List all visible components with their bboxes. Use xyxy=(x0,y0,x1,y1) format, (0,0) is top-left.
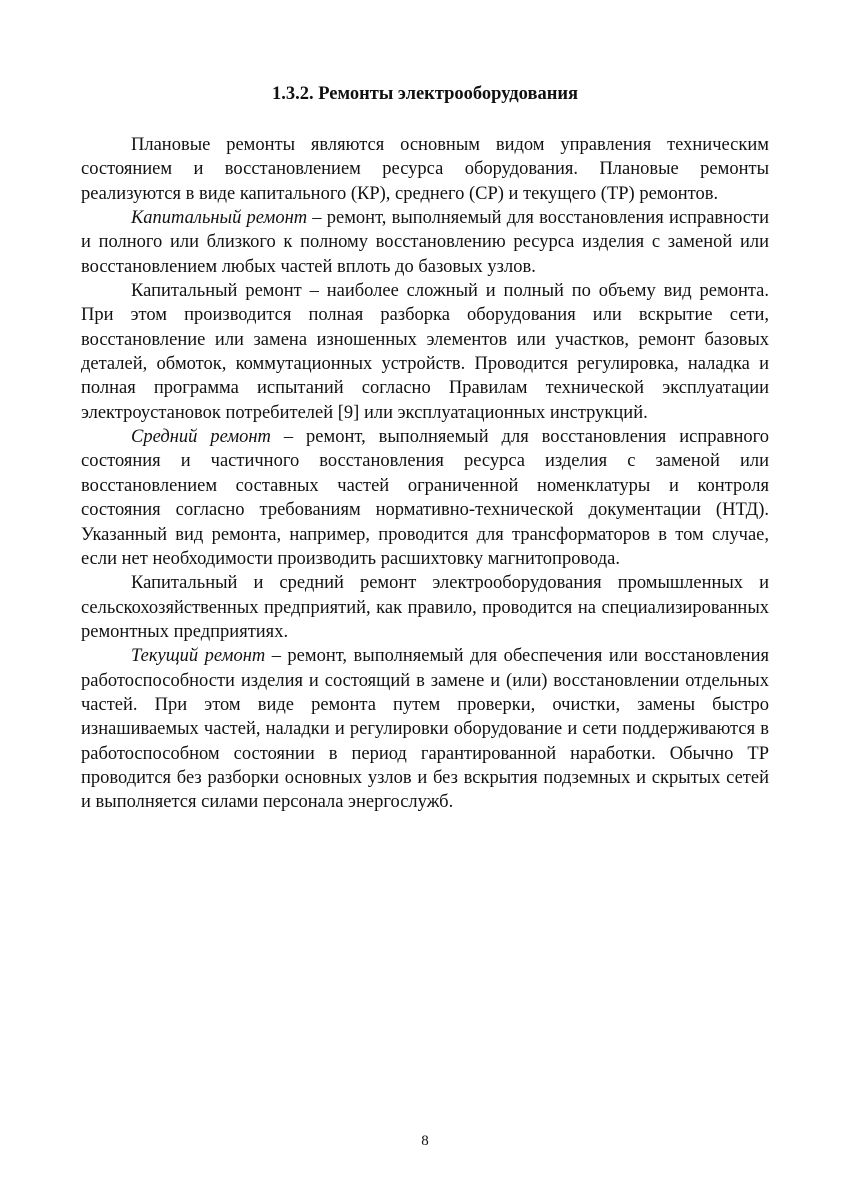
paragraph-medium-repair-definition xyxy=(81,425,769,571)
paragraph-text: – ремонт, выполняемый для восстановления исправного состояния и частичного восстановления ресурса изделия с заменой или восстановлением составных частей ограниченной номенклатуры и контроля состояния согласно требованиям нормативно-технической документации (НТД). Указанный вид ремонта, например, проводится для трансформаторов в том случае, если нет необходимости производить расшихтовку магнитопровода. xyxy=(81,427,769,569)
paragraph-text: Капитальный ремонт – наиболее сложный и полный по объему вид ремонта. При этом производится полная разборка оборудования или вскрытие сети, восстановление или замена изношенных элементов или участков, ремонт базовых деталей, обмоток, коммутационных устройств. Проводится регулировка, наладка и полная программа испытаний согласно Правилам технической эксплуатации электроустановок потребителей [9] или эксплуатационных инструкций. xyxy=(81,281,769,423)
paragraph-repair-enterprises xyxy=(81,571,769,644)
paragraph-text: Капитальный и средний ремонт электрооборудования промышленных и сельскохозяйственных предприятий, как правило, проводится на специализированных ремонтных предприятиях. xyxy=(81,573,769,642)
paragraph-capital-repair-definition xyxy=(81,206,769,279)
body-text xyxy=(81,133,769,815)
section-heading: 1.3.2. Ремонты электрооборудования xyxy=(271,84,579,104)
term-current-repair: Текущий ремонт xyxy=(131,646,266,667)
paragraph-text: – ремонт, выполняемый для обеспечения или восстановления работоспособности изделия и состоящий в замене и (или) восстановлении отдельных частей. При этом виде ремонта путем проверки, очистки, замены быстро изнашиваемых частей, наладки и регулировки оборудование и сети поддерживаются в работоспособном состоянии в период гарантированной наработки. Обычно ТР проводится без разборки основных узлов и без вскрытия подземных и скрытых сетей и выполняется силами персонала энергослужб. xyxy=(81,646,769,813)
paragraph-text: – ремонт, выполняемый для восстановления исправности и полного или близкого к полному восстановлению ресурса изделия с заменой или восстановлением любых частей вплоть до базовых узлов. xyxy=(81,208,769,277)
term-medium-repair: Средний ремонт xyxy=(131,427,271,448)
paragraph-current-repair-definition xyxy=(81,644,769,814)
paragraph-capital-repair-details xyxy=(81,279,769,425)
paragraph-planned-repairs xyxy=(81,133,769,206)
paragraph-text: Плановые ремонты являются основным видом управления техническим состоянием и восстановлением ресурса оборудования. Плановые ремонты реализуются в виде капитального (КР), среднего (СР) и текущего (ТР) ремонтов. xyxy=(81,135,769,204)
term-capital-repair: Капитальный ремонт xyxy=(131,208,308,229)
page-number: 8 xyxy=(421,1133,429,1149)
